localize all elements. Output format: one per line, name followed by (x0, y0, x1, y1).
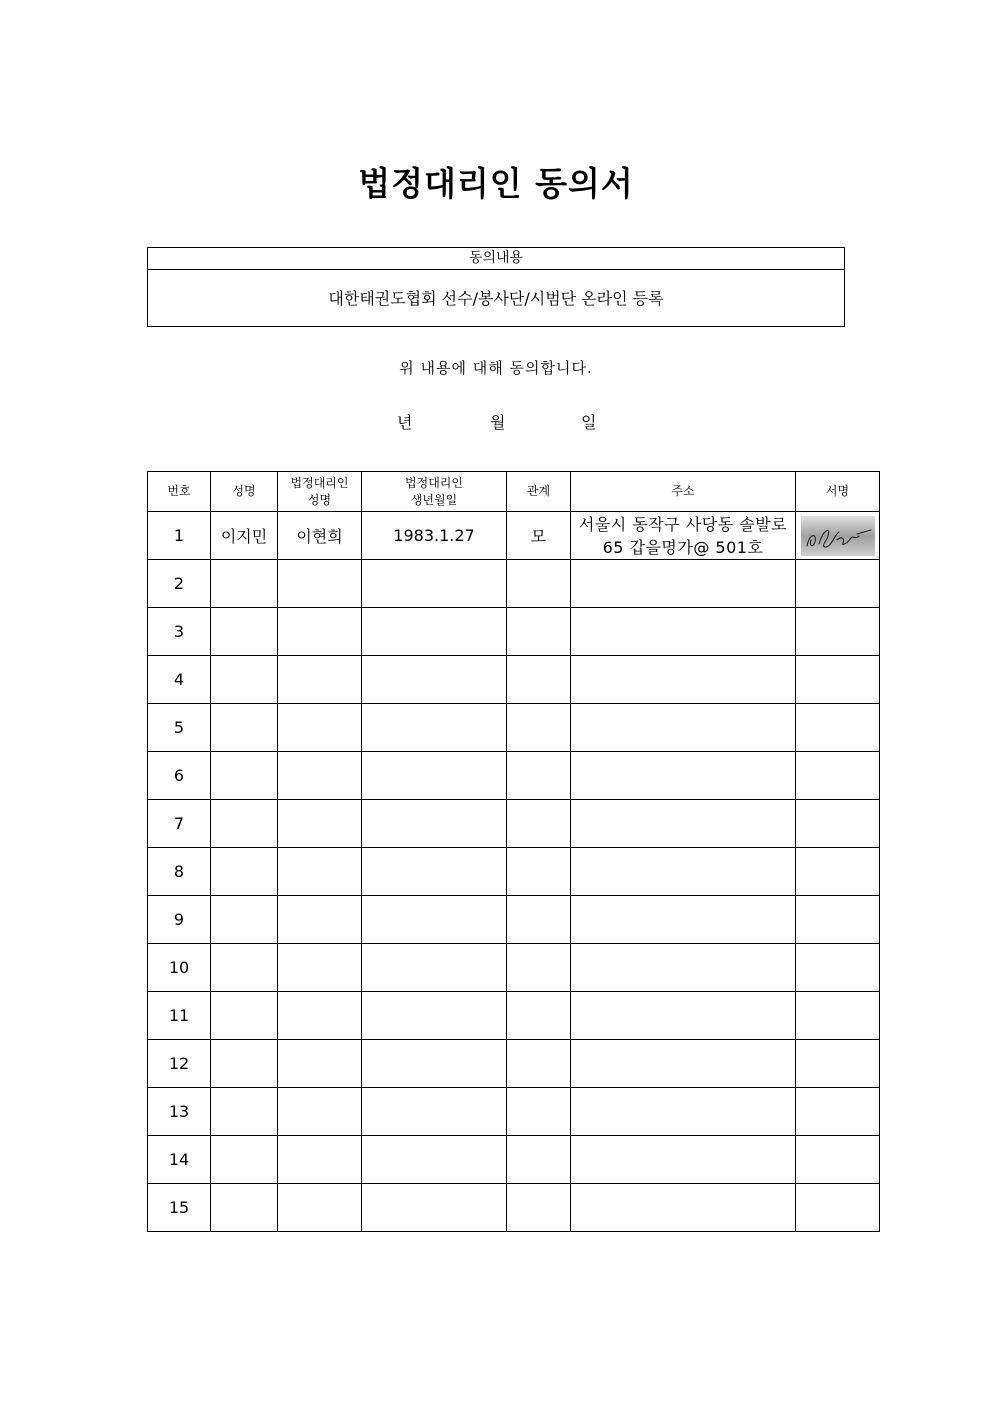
table-row (148, 896, 880, 944)
row-guardian-name (278, 896, 362, 944)
row-signature (796, 656, 880, 704)
row-address (571, 848, 796, 896)
row-number: 11 (148, 992, 211, 1040)
row-relation (507, 1040, 571, 1088)
row-number: 15 (148, 1184, 211, 1232)
row-number: 3 (148, 608, 211, 656)
row-signature (796, 560, 880, 608)
row-address (571, 608, 796, 656)
row-address (571, 1088, 796, 1136)
row-guardian-name (278, 800, 362, 848)
row-guardian-birth: 1983.1.27 (362, 512, 507, 560)
table-row (148, 848, 880, 896)
row-address (571, 1040, 796, 1088)
agreement-header: 동의내용 (148, 248, 844, 270)
table-row (148, 1088, 880, 1136)
table-row (148, 992, 880, 1040)
row-number: 14 (148, 1136, 211, 1184)
row-address (571, 560, 796, 608)
table-row (148, 704, 880, 752)
row-guardian-name (278, 1136, 362, 1184)
date-year-label: 년 (397, 413, 413, 432)
row-signature (796, 800, 880, 848)
row-signature (796, 1040, 880, 1088)
table-row (148, 752, 880, 800)
row-name (211, 1040, 278, 1088)
row-guardian-birth (362, 896, 507, 944)
row-guardian-birth (362, 1184, 507, 1232)
row-guardian-name (278, 944, 362, 992)
table-row (148, 608, 880, 656)
table-row (148, 1040, 880, 1088)
row-guardian-name (278, 560, 362, 608)
row-guardian-birth (362, 848, 507, 896)
row-name (211, 944, 278, 992)
agreement-box (147, 247, 845, 327)
row-guardian-name (278, 848, 362, 896)
header-guardian-name-line1: 법정대리인 (290, 475, 349, 490)
table-row (148, 800, 880, 848)
row-signature (796, 1136, 880, 1184)
row-number: 7 (148, 800, 211, 848)
row-address (571, 1184, 796, 1232)
consent-statement: 위 내용에 대해 동의합니다. (399, 359, 593, 377)
row-signature (796, 848, 880, 896)
row-number: 10 (148, 944, 211, 992)
row-signature (796, 944, 880, 992)
row-number: 13 (148, 1088, 211, 1136)
signature-image (801, 516, 875, 556)
row-guardian-name (278, 608, 362, 656)
header-signature: 서명 (796, 472, 880, 512)
row-signature (796, 704, 880, 752)
row-relation (507, 848, 571, 896)
row-guardian-name (278, 704, 362, 752)
row-relation (507, 1088, 571, 1136)
row-relation (507, 608, 571, 656)
row-relation (507, 896, 571, 944)
row-guardian-name (278, 992, 362, 1040)
row-name (211, 800, 278, 848)
row-relation (507, 944, 571, 992)
table-row (148, 1136, 880, 1184)
row-number: 9 (148, 896, 211, 944)
row-address (571, 992, 796, 1040)
row-relation (507, 992, 571, 1040)
guardian-table (147, 471, 880, 1232)
row-name (211, 608, 278, 656)
row-relation (507, 752, 571, 800)
row-guardian-name (278, 752, 362, 800)
row-name (211, 1088, 278, 1136)
table-header-row (148, 472, 880, 512)
row-guardian-name: 이현희 (278, 512, 362, 560)
row-name (211, 992, 278, 1040)
row-name (211, 704, 278, 752)
table-row (148, 944, 880, 992)
row-name (211, 1184, 278, 1232)
agreement-content: 대한태권도협회 선수/봉사단/시범단 온라인 등록 (328, 289, 664, 308)
row-name (211, 560, 278, 608)
row-relation (507, 656, 571, 704)
header-guardian-birth-line2: 생년월일 (410, 492, 458, 507)
row-guardian-birth (362, 656, 507, 704)
table-row (148, 560, 880, 608)
row-name: 이지민 (211, 512, 278, 560)
row-address (571, 1136, 796, 1184)
row-relation (507, 560, 571, 608)
row-name (211, 752, 278, 800)
row-number: 4 (148, 656, 211, 704)
row-guardian-birth (362, 1040, 507, 1088)
row-guardian-birth (362, 1136, 507, 1184)
row-relation (507, 1184, 571, 1232)
table-row (148, 1184, 880, 1232)
row-address (571, 944, 796, 992)
date-month-label: 월 (490, 413, 506, 432)
row-guardian-birth (362, 944, 507, 992)
header-name: 성명 (211, 472, 278, 512)
row-guardian-birth (362, 1088, 507, 1136)
row-guardian-name (278, 1184, 362, 1232)
row-number: 6 (148, 752, 211, 800)
header-guardian-name (278, 472, 362, 512)
row-guardian-birth (362, 560, 507, 608)
header-guardian-name-line2: 성명 (307, 492, 332, 507)
table-row (148, 512, 880, 560)
row-name (211, 656, 278, 704)
row-guardian-birth (362, 752, 507, 800)
row-name (211, 848, 278, 896)
row-address (571, 800, 796, 848)
row-signature (796, 896, 880, 944)
row-number: 2 (148, 560, 211, 608)
document-title: 법정대리인 동의서 (358, 164, 634, 203)
header-number: 번호 (148, 472, 211, 512)
row-signature (796, 1088, 880, 1136)
row-relation (507, 704, 571, 752)
row-guardian-name (278, 656, 362, 704)
row-signature (796, 512, 880, 560)
row-signature (796, 992, 880, 1040)
row-relation (507, 800, 571, 848)
row-number: 8 (148, 848, 211, 896)
header-guardian-birth-line1: 법정대리인 (405, 475, 463, 490)
row-address (571, 704, 796, 752)
row-guardian-birth (362, 992, 507, 1040)
row-address: 서울시 동작구 사당동 솔발로 65 갑을명가@ 501호 (571, 512, 796, 560)
row-name (211, 1136, 278, 1184)
row-number: 5 (148, 704, 211, 752)
row-address (571, 656, 796, 704)
row-number: 12 (148, 1040, 211, 1088)
row-guardian-birth (362, 704, 507, 752)
row-guardian-name (278, 1088, 362, 1136)
header-address: 주소 (571, 472, 796, 512)
row-guardian-birth (362, 608, 507, 656)
header-guardian-birth (362, 472, 507, 512)
row-name (211, 896, 278, 944)
header-relation: 관계 (507, 472, 571, 512)
row-guardian-name (278, 1040, 362, 1088)
table-row (148, 656, 880, 704)
row-address (571, 752, 796, 800)
row-number: 1 (148, 512, 211, 560)
row-signature (796, 608, 880, 656)
row-signature (796, 1184, 880, 1232)
row-relation: 모 (507, 512, 571, 560)
row-guardian-birth (362, 800, 507, 848)
date-day-label: 일 (581, 413, 597, 432)
row-signature (796, 752, 880, 800)
row-address (571, 896, 796, 944)
row-relation (507, 1136, 571, 1184)
